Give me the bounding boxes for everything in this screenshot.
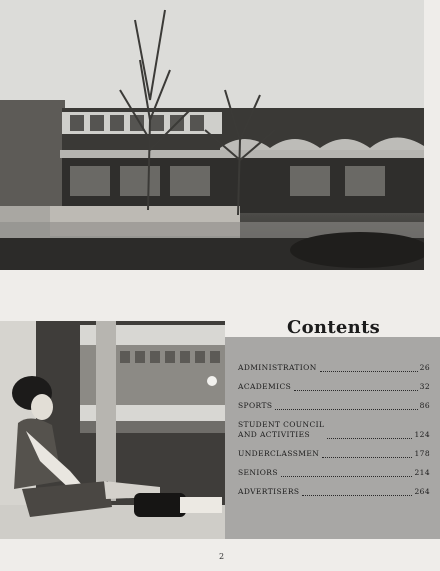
- contents-entry: [238, 487, 430, 497]
- contents-entry: [238, 401, 430, 411]
- entry-page-number: 86: [419, 401, 430, 410]
- dot-leader: [322, 457, 412, 458]
- contents-entry: [238, 468, 430, 478]
- contents-panel: [225, 317, 440, 539]
- entry-title: ACADEMICS: [238, 382, 292, 391]
- dot-leader: [320, 371, 418, 372]
- contents-heading: Contents: [287, 317, 381, 338]
- dot-leader: [327, 438, 412, 439]
- contents-title-bar: [225, 317, 440, 338]
- entry-title: SPORTS: [238, 401, 273, 410]
- entry-page-number: 178: [414, 449, 430, 458]
- entry-page-number: 264: [414, 487, 430, 496]
- dot-leader: [275, 409, 417, 410]
- page-number: 2: [219, 552, 225, 561]
- dot-leader: [302, 495, 412, 496]
- entry-title: ADVERTISERS: [238, 487, 300, 496]
- contents-entry: [238, 363, 430, 373]
- contents-entry: [238, 382, 430, 392]
- contents-entry: [238, 420, 430, 440]
- dot-leader: [294, 390, 417, 391]
- entry-page-number: 124: [414, 430, 430, 439]
- entry-page-number: 32: [419, 382, 430, 391]
- entry-page-number: 214: [414, 468, 430, 477]
- student-reading-photo: [0, 321, 225, 539]
- entry-page-number: 26: [419, 363, 430, 372]
- entry-title: UNDERCLASSMEN: [238, 449, 320, 458]
- dot-leader: [281, 476, 413, 477]
- entry-title: SENIORS: [238, 468, 278, 477]
- contents-entry: [238, 449, 430, 459]
- school-building-photo: [0, 0, 424, 270]
- contents-list: [238, 363, 430, 497]
- entry-title: STUDENT COUNCIL AND ACTIVITIES: [238, 420, 325, 439]
- entry-title: ADMINISTRATION: [238, 363, 317, 372]
